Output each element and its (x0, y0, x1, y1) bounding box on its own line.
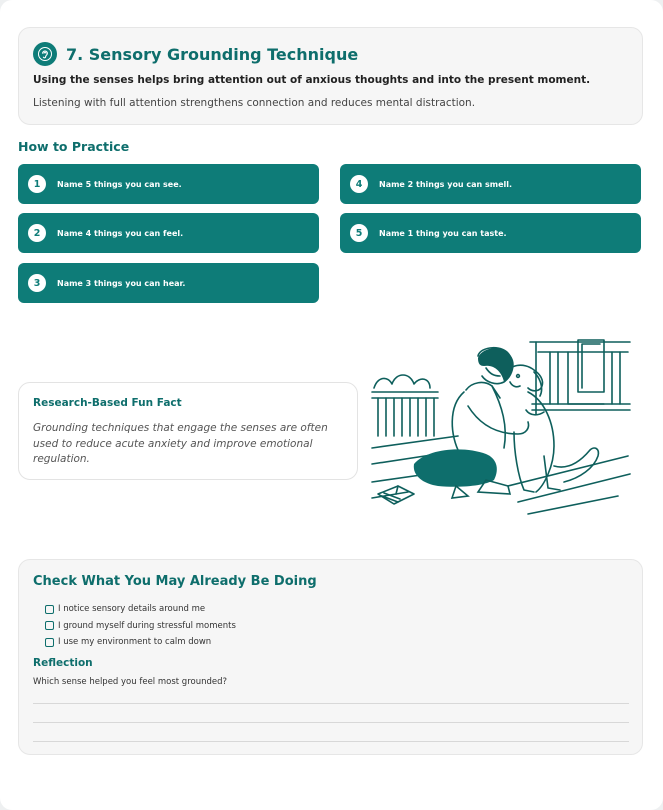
checkbox[interactable] (45, 605, 54, 614)
checklist-item[interactable] (45, 618, 236, 635)
checklist-title: Check What You May Already Be Doing (33, 574, 317, 589)
step-number: 2 (28, 224, 46, 242)
step-card-4 (340, 164, 641, 204)
writing-line[interactable] (33, 703, 629, 704)
page-title: 7. Sensory Grounding Technique (66, 44, 359, 64)
step-number: 1 (28, 175, 46, 193)
checkbox[interactable] (45, 621, 54, 630)
checklist-card (18, 559, 643, 755)
reflection-question: Which sense helped you feel most grounded? (33, 677, 228, 687)
intro-sub-text: Listening with full attention strengthens connection and reduces mental distraction. (33, 97, 476, 109)
checklist-item[interactable] (45, 634, 236, 651)
step-text: Name 3 things you can hear. (57, 278, 186, 288)
step-text: Name 1 thing you can taste. (379, 228, 507, 238)
step-text: Name 5 things you can see. (57, 179, 182, 189)
step-card-2 (18, 213, 319, 253)
step-number: 4 (350, 175, 368, 193)
step-card-3 (18, 263, 319, 303)
step-text: Name 4 things you can feel. (57, 228, 184, 238)
writing-line[interactable] (33, 741, 629, 742)
step-card-5 (340, 213, 641, 253)
woman-hugging-dog-illustration (368, 336, 636, 522)
checklist (45, 601, 236, 651)
step-text: Name 2 things you can smell. (379, 179, 513, 189)
checkbox[interactable] (45, 638, 54, 647)
fun-fact-body: Grounding techniques that engage the senses are often used to reduce acute anxiety and improve emotional regulation. (33, 422, 328, 465)
writing-line[interactable] (33, 722, 629, 723)
checklist-item-label: I notice sensory details around me (58, 604, 206, 615)
step-number: 3 (28, 274, 46, 292)
step-card-1 (18, 164, 319, 204)
ear-icon (33, 42, 57, 66)
intro-bold-text: Using the senses helps bring attention out of anxious thoughts and into the present moment. (33, 74, 591, 86)
reflection-title: Reflection (33, 657, 93, 669)
intro-card (18, 27, 643, 125)
intro-title-row (33, 42, 358, 66)
step-number: 5 (350, 224, 368, 242)
checklist-item-label: I ground myself during stressful moments (58, 620, 236, 631)
practice-title: How to Practice (18, 139, 130, 154)
checklist-item-label: I use my environment to calm down (58, 637, 212, 648)
fun-fact-card (18, 382, 358, 480)
fun-fact-title: Research-Based Fun Fact (33, 397, 182, 409)
checklist-item[interactable] (45, 601, 236, 618)
